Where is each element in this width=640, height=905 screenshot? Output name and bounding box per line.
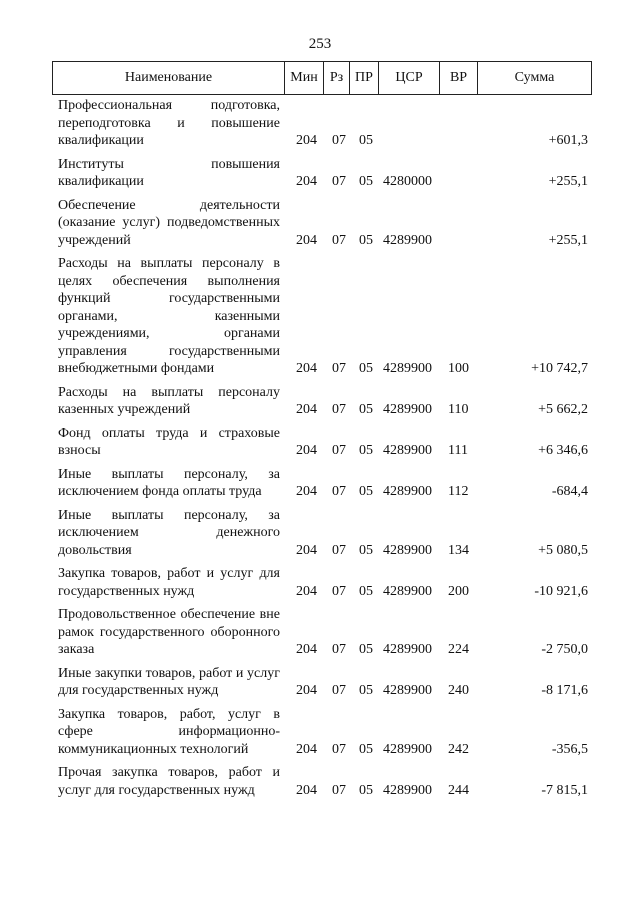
table-row bbox=[52, 764, 592, 799]
row-csr: 4289900 bbox=[383, 782, 432, 798]
row-csr: 4289900 bbox=[383, 683, 432, 698]
row-csr: 4289900 bbox=[383, 583, 432, 599]
table-row bbox=[52, 606, 592, 659]
row-pr: 05 bbox=[359, 484, 373, 499]
row-rz: 07 bbox=[332, 232, 346, 248]
row-sum: -2 750,0 bbox=[541, 642, 588, 657]
row-name: Продовольственное обеспечение вне рамок государственного оборонного заказа bbox=[58, 607, 280, 657]
row-name: Закупка товаров, работ и услуг для государственных нужд bbox=[58, 566, 280, 599]
table-row bbox=[52, 197, 592, 250]
row-vr: 134 bbox=[448, 542, 469, 558]
row-pr: 05 bbox=[359, 542, 373, 558]
row-name: Иные закупки товаров, работ и услуг для государственных нужд bbox=[58, 665, 280, 698]
row-rz: 07 bbox=[332, 443, 346, 458]
header-name: Наименование bbox=[52, 62, 284, 94]
row-rz: 07 bbox=[332, 361, 346, 376]
header-pr: ПР bbox=[349, 62, 378, 94]
row-min: 204 bbox=[296, 133, 317, 148]
row-csr: 4289900 bbox=[383, 741, 432, 757]
table-row bbox=[52, 255, 592, 378]
row-pr: 05 bbox=[359, 683, 373, 698]
row-sum: -684,4 bbox=[551, 484, 588, 499]
row-name: Закупка товаров, работ, услуг в сфере информационно-коммуникационных технологий bbox=[58, 706, 280, 757]
row-rz: 07 bbox=[332, 133, 346, 148]
row-sum: +601,3 bbox=[548, 133, 588, 148]
page-number: 253 bbox=[308, 36, 332, 52]
header-csr: ЦСР bbox=[378, 62, 439, 94]
row-name: Иные выплаты персоналу, за исключением денежного довольствия bbox=[58, 507, 280, 558]
header-rz: Рз bbox=[323, 62, 349, 94]
row-rz: 07 bbox=[332, 683, 346, 698]
row-csr: 4280000 bbox=[383, 174, 432, 189]
row-min: 204 bbox=[296, 542, 317, 558]
row-name: Прочая закупка товаров, работ и услуг для государственных нужд bbox=[58, 765, 280, 798]
row-min: 204 bbox=[296, 683, 317, 698]
row-rz: 07 bbox=[332, 741, 346, 757]
row-min: 204 bbox=[296, 583, 317, 599]
table-row bbox=[52, 706, 592, 759]
row-name: Институты повышения квалификации bbox=[58, 156, 280, 189]
row-csr: 4289900 bbox=[383, 402, 432, 417]
row-vr: 112 bbox=[448, 484, 469, 499]
row-min: 204 bbox=[296, 361, 317, 376]
row-sum: -356,5 bbox=[551, 741, 588, 757]
row-pr: 05 bbox=[359, 583, 373, 599]
row-sum: +5 662,2 bbox=[538, 402, 588, 417]
row-vr: 111 bbox=[448, 443, 468, 458]
row-sum: -10 921,6 bbox=[534, 583, 588, 599]
row-vr: 240 bbox=[448, 683, 469, 698]
header-sum: Сумма bbox=[477, 62, 592, 94]
row-sum: +10 742,7 bbox=[531, 361, 588, 376]
row-pr: 05 bbox=[359, 174, 373, 189]
table-row bbox=[52, 384, 592, 419]
row-vr: 242 bbox=[448, 741, 469, 757]
row-pr: 05 bbox=[359, 642, 373, 657]
row-rz: 07 bbox=[332, 583, 346, 599]
row-sum: +5 080,5 bbox=[538, 542, 588, 558]
row-csr: 4289900 bbox=[383, 642, 432, 657]
row-pr: 05 bbox=[359, 402, 373, 417]
row-min: 204 bbox=[296, 232, 317, 248]
row-vr: 200 bbox=[448, 583, 469, 599]
row-csr: 4289900 bbox=[383, 542, 432, 558]
row-pr: 05 bbox=[359, 443, 373, 458]
row-pr: 05 bbox=[359, 232, 373, 248]
row-min: 204 bbox=[296, 402, 317, 417]
budget-table bbox=[52, 61, 592, 798]
row-min: 204 bbox=[296, 642, 317, 657]
header-vr: ВР bbox=[439, 62, 477, 94]
row-pr: 05 bbox=[359, 133, 373, 148]
row-rz: 07 bbox=[332, 642, 346, 657]
row-pr: 05 bbox=[359, 361, 373, 376]
table-row bbox=[52, 466, 592, 501]
table-header bbox=[52, 61, 592, 95]
header-min: Мин bbox=[284, 62, 323, 94]
row-csr: 4289900 bbox=[383, 361, 432, 376]
row-min: 204 bbox=[296, 484, 317, 499]
row-name: Расходы на выплаты персоналу в целях обеспечения выполнения функций государственными органами, казенными учреждениями, органами управления государственными внебюджетными фондами bbox=[58, 256, 280, 376]
row-rz: 07 bbox=[332, 782, 346, 798]
table-row bbox=[52, 156, 592, 191]
row-csr: 4289900 bbox=[383, 232, 432, 248]
row-rz: 07 bbox=[332, 484, 346, 499]
row-name: Обеспечение деятельности (оказание услуг) подведомственных учреждений bbox=[58, 197, 280, 248]
row-sum: -7 815,1 bbox=[541, 782, 588, 798]
row-vr: 100 bbox=[448, 361, 469, 376]
table-row bbox=[52, 565, 592, 600]
row-rz: 07 bbox=[332, 542, 346, 558]
row-csr: 4289900 bbox=[383, 443, 432, 458]
row-min: 204 bbox=[296, 782, 317, 798]
table-row bbox=[52, 425, 592, 460]
row-pr: 05 bbox=[359, 782, 373, 798]
row-name: Фонд оплаты труда и страховые взносы bbox=[58, 425, 280, 458]
table-row bbox=[52, 665, 592, 700]
row-name: Иные выплаты персоналу, за исключением фонда оплаты труда bbox=[58, 466, 280, 499]
row-name: Профессиональная подготовка, переподготовка и повышение квалификации bbox=[58, 98, 280, 148]
table-row bbox=[52, 507, 592, 560]
row-vr: 110 bbox=[448, 402, 469, 417]
row-name: Расходы на выплаты персоналу казенных учреждений bbox=[58, 384, 280, 417]
row-csr: 4289900 bbox=[383, 484, 432, 499]
table-body bbox=[52, 97, 592, 805]
row-rz: 07 bbox=[332, 402, 346, 417]
row-sum: +6 346,6 bbox=[538, 443, 588, 458]
row-min: 204 bbox=[296, 443, 317, 458]
table-row bbox=[52, 97, 592, 150]
row-min: 204 bbox=[296, 174, 317, 189]
row-sum: -8 171,6 bbox=[541, 683, 588, 698]
row-vr: 224 bbox=[448, 642, 469, 657]
row-sum: +255,1 bbox=[548, 174, 588, 189]
row-pr: 05 bbox=[359, 741, 373, 757]
row-min: 204 bbox=[296, 741, 317, 757]
row-vr: 244 bbox=[448, 782, 469, 798]
row-rz: 07 bbox=[332, 174, 346, 189]
row-sum: +255,1 bbox=[548, 232, 588, 248]
